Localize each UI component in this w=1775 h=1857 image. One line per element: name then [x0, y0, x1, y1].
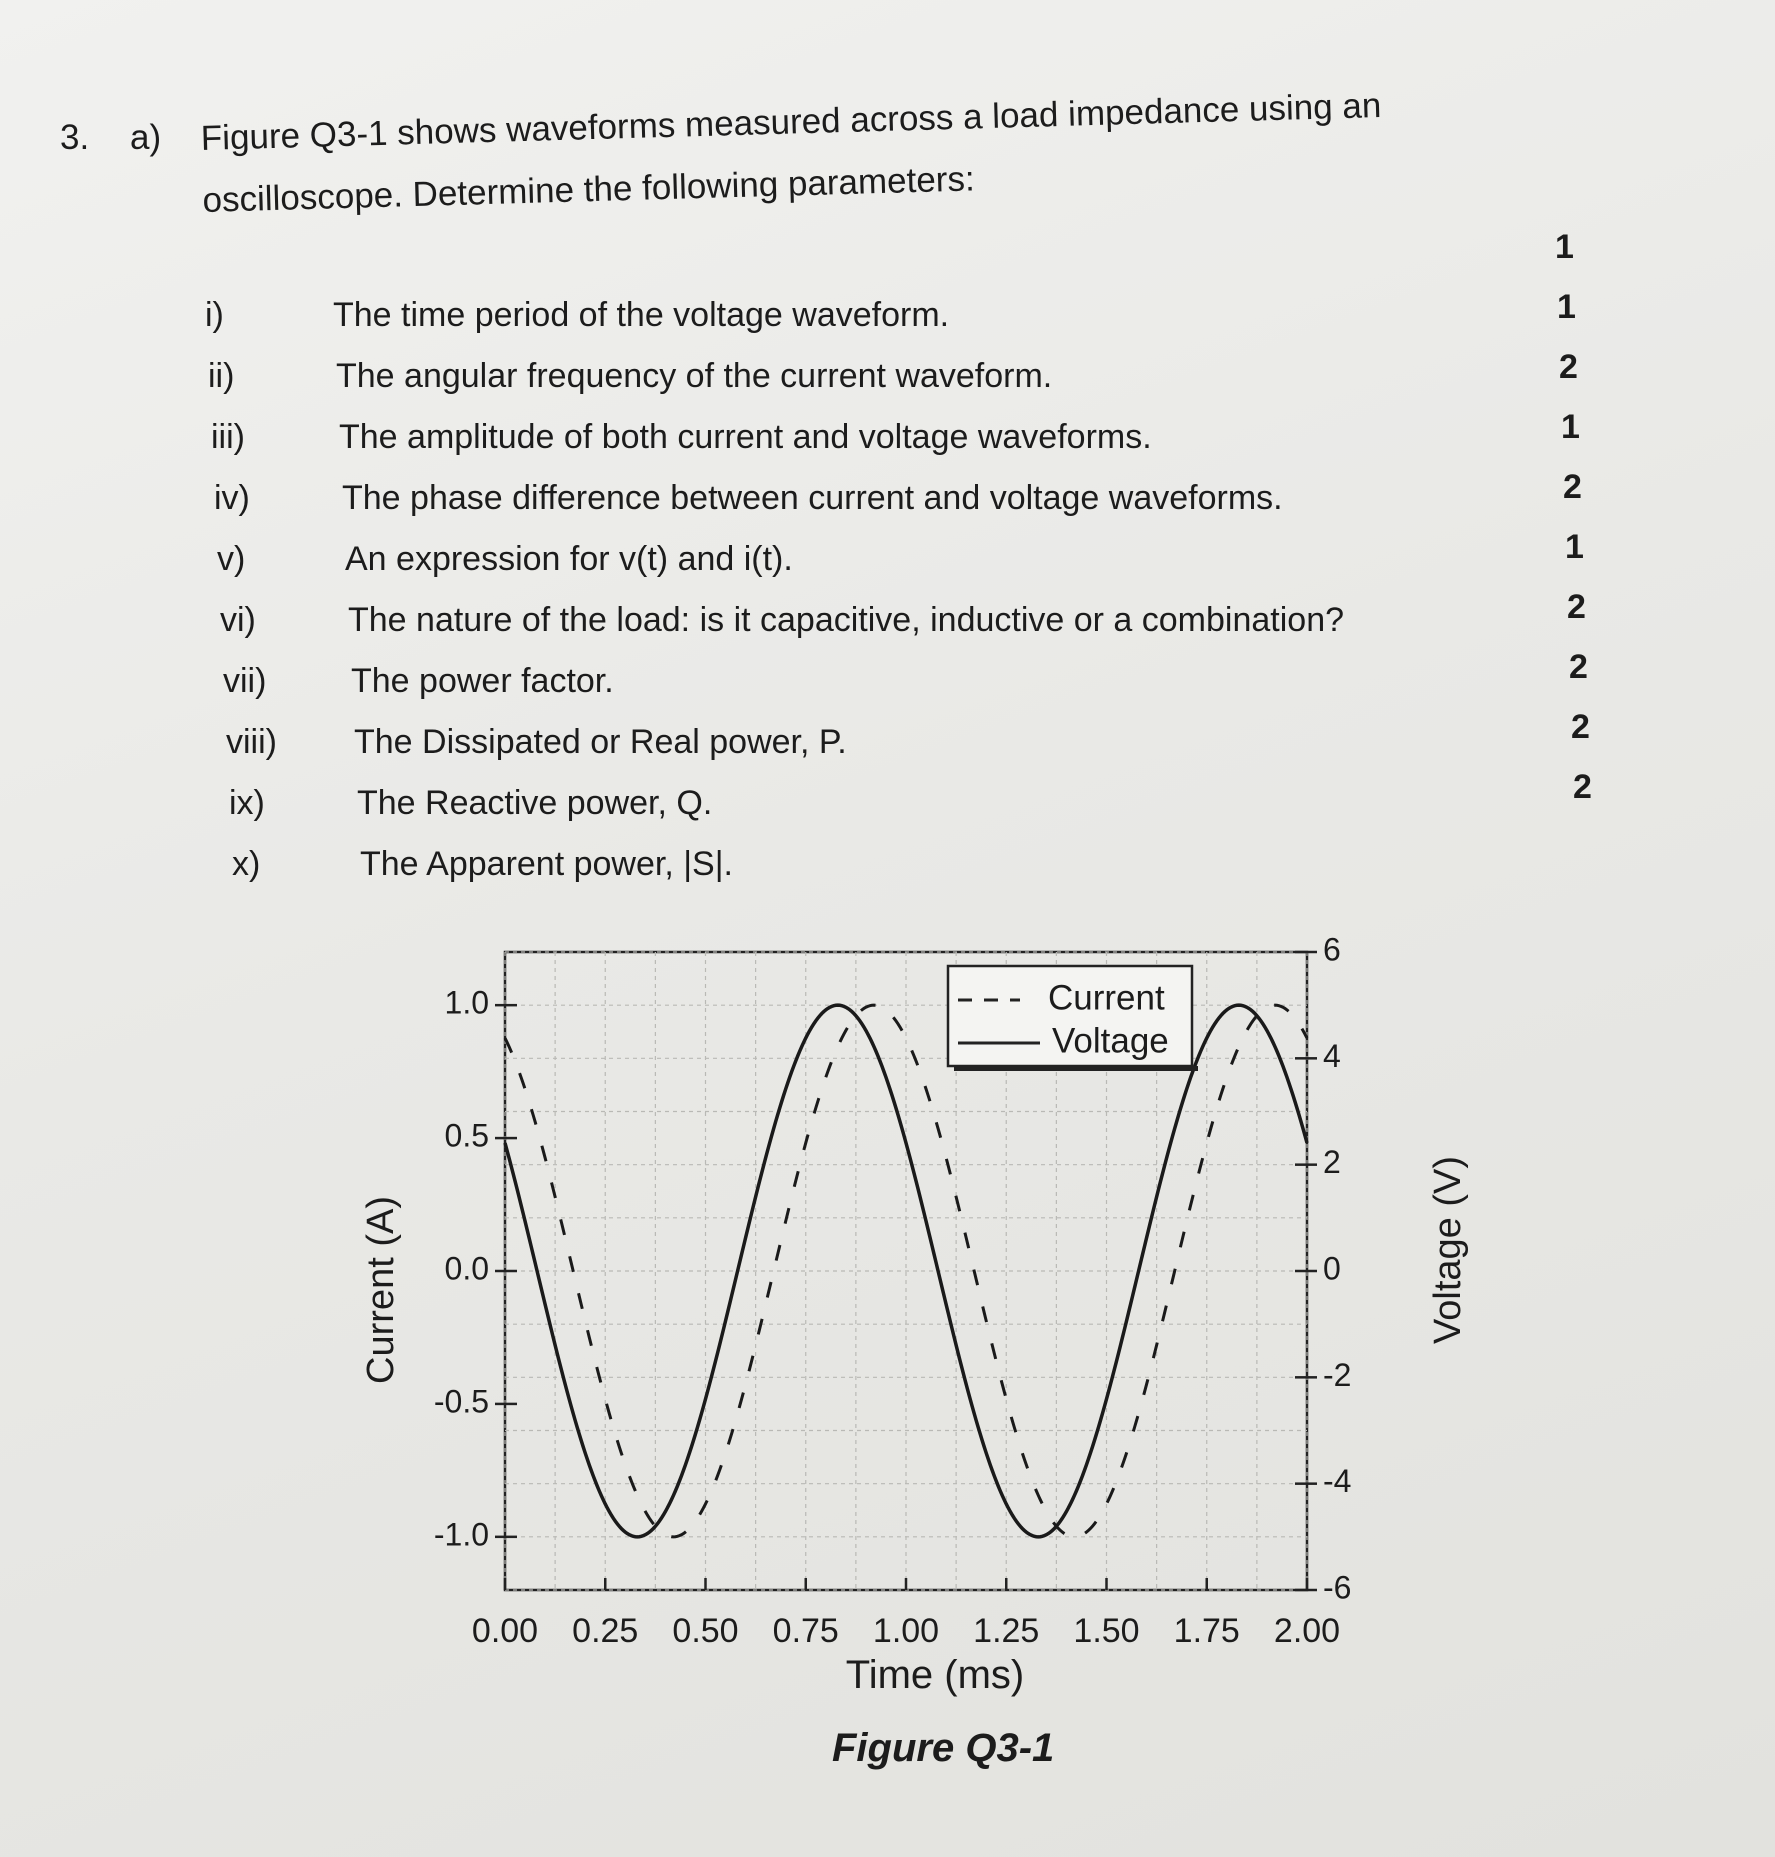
- item-marks: 2: [1569, 648, 1588, 686]
- item-text: The Dissipated or Real power, P.: [354, 723, 847, 761]
- y-right-tick-label: -6: [1323, 1569, 1352, 1606]
- y-right-tick-label: 0: [1323, 1250, 1341, 1287]
- item-text: The phase difference between current and voltage waveforms.: [342, 479, 1283, 517]
- intro-line-2: oscilloscope. Determine the following parameters:: [202, 159, 976, 220]
- item-marks: 1: [1565, 528, 1584, 566]
- item-roman: ii): [208, 357, 235, 395]
- item-text: The time period of the voltage waveform.: [333, 296, 950, 334]
- y-axis-right-label: Voltage (V): [1427, 1156, 1469, 1344]
- x-tick-label: 1.00: [872, 1612, 940, 1650]
- item-roman: iv): [214, 479, 250, 517]
- x-tick-label: 1.50: [1073, 1612, 1140, 1650]
- y-right-tick-label: 2: [1323, 1144, 1341, 1181]
- item-roman: viii): [226, 723, 277, 761]
- item-marks: 2: [1567, 588, 1586, 626]
- item-roman: ix): [229, 784, 265, 822]
- item-roman: iii): [211, 418, 245, 456]
- item-roman: v): [217, 540, 246, 578]
- y-axis-left-label: Current (A): [360, 1196, 402, 1384]
- question-number: 3.: [60, 118, 90, 157]
- legend-voltage-label: Voltage: [1052, 1021, 1169, 1061]
- x-axis-label: Time (ms): [845, 1653, 1025, 1697]
- legend-shadow: [954, 1066, 1198, 1071]
- x-tick-label: 1.25: [973, 1612, 1040, 1650]
- x-tick-label: 0.00: [471, 1612, 539, 1650]
- item-marks: 1: [1561, 408, 1580, 446]
- y-right-tick-label: 4: [1323, 1037, 1341, 1074]
- y-right-tick-label: 6: [1323, 931, 1341, 968]
- x-tick-label: 1.75: [1173, 1612, 1240, 1650]
- item-roman: vi): [220, 601, 256, 639]
- item-marks: 2: [1559, 348, 1578, 386]
- y-right-tick-label: -4: [1323, 1463, 1352, 1500]
- item-text: The angular frequency of the current waveform.: [336, 357, 1053, 395]
- y-left-tick-label: 0.0: [444, 1250, 489, 1287]
- item-marks: 1: [1555, 228, 1574, 266]
- intro-line-1: Figure Q3-1 shows waveforms measured across a load impedance using an: [200, 86, 1382, 158]
- legend: [948, 966, 1198, 1071]
- item-marks: 2: [1563, 468, 1582, 506]
- item-text: The Reactive power, Q.: [357, 784, 713, 822]
- x-tick-label: 0.75: [772, 1612, 839, 1650]
- item-text: An expression for v(t) and i(t).: [345, 540, 793, 578]
- item-marks: 2: [1573, 768, 1592, 806]
- question-part: a): [130, 118, 162, 157]
- y-left-tick-label: -0.5: [433, 1383, 489, 1420]
- item-roman: x): [232, 845, 261, 883]
- figure-caption: Figure Q3-1: [832, 1726, 1055, 1770]
- item-text: The power factor.: [351, 662, 614, 700]
- item-marks: 1: [1557, 288, 1576, 326]
- x-tick-label: 2.00: [1273, 1612, 1341, 1650]
- x-tick-label: 0.25: [572, 1612, 639, 1650]
- item-roman: i): [205, 296, 224, 334]
- y-right-tick-label: -2: [1323, 1356, 1352, 1393]
- y-left-tick-label: -1.0: [433, 1516, 489, 1553]
- item-text: The Apparent power, |S|.: [360, 845, 734, 883]
- item-text: The amplitude of both current and voltage waveforms.: [339, 418, 1152, 456]
- item-marks: 2: [1571, 708, 1590, 746]
- x-tick-label: 0.50: [672, 1612, 739, 1650]
- item-text: The nature of the load: is it capacitive, inductive or a combination?: [348, 601, 1345, 639]
- y-left-tick-label: 0.5: [444, 1117, 489, 1154]
- legend-current-label: Current: [1048, 978, 1165, 1018]
- item-roman: vii): [223, 662, 267, 700]
- y-left-tick-label: 1.0: [444, 984, 489, 1021]
- tick-labels: [434, 931, 1352, 1650]
